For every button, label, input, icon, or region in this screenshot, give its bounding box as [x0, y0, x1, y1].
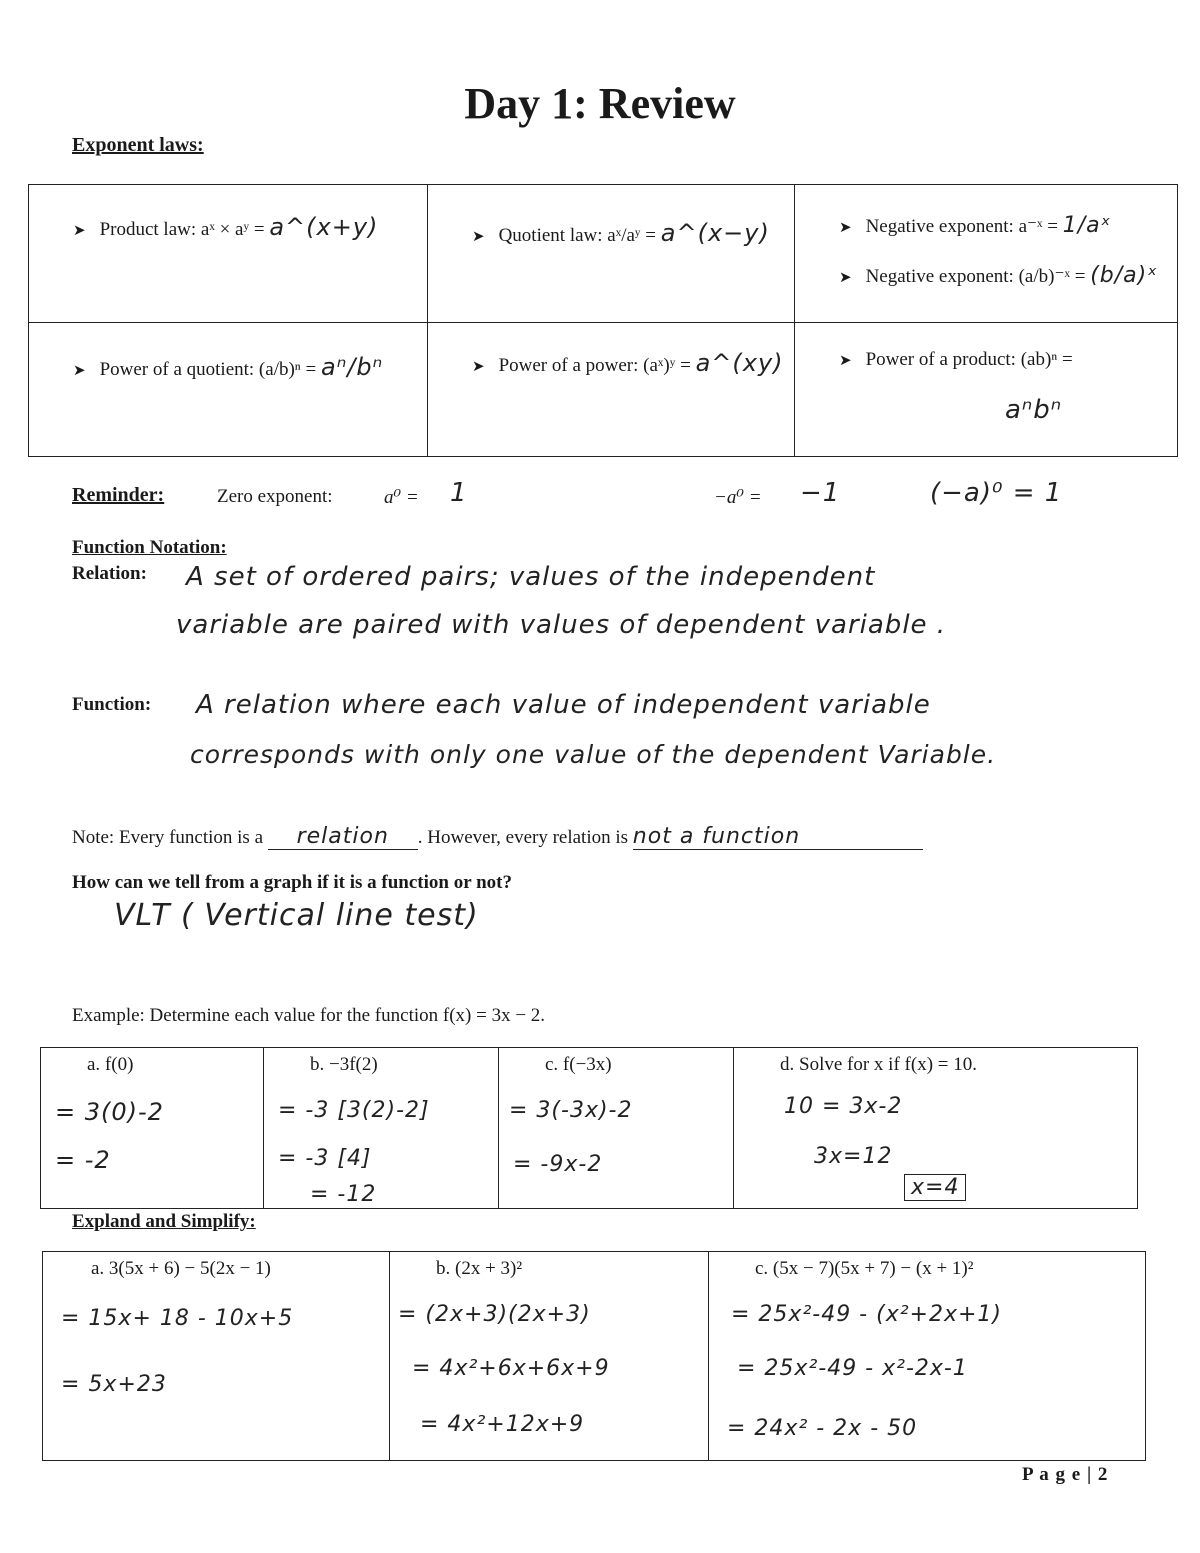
- power-product-answer: aⁿbⁿ: [1005, 395, 1063, 425]
- note-line: [72, 824, 923, 850]
- expand-b-line1: = (2x+3)(2x+3): [398, 1302, 591, 1327]
- power-power-cell: [428, 323, 795, 457]
- example-d-header: d. Solve for x if f(x) = 10.: [780, 1054, 977, 1075]
- function-label: Function:: [72, 694, 152, 715]
- expand-table: [42, 1251, 1146, 1461]
- negative-exponent-answer-1: 1/aˣ: [1062, 213, 1112, 238]
- power-quotient-label: Power of a quotient: (a/b)ⁿ =: [99, 359, 317, 380]
- exponent-laws-heading: Exponent laws:: [72, 134, 204, 156]
- example-b-header: b. −3f(2): [310, 1054, 378, 1075]
- negative-exponent-answer-2: (b/a)ˣ: [1090, 263, 1158, 288]
- product-law-cell: [29, 185, 428, 323]
- power-quotient-answer: aⁿ/bⁿ: [321, 353, 384, 381]
- example-b-line1: = -3 [3(2)-2]: [278, 1098, 430, 1123]
- example-cell-d: [734, 1048, 1138, 1209]
- graph-question-answer: VLT ( Vertical line test): [114, 898, 479, 933]
- example-b-line2: = -3 [4]: [278, 1146, 372, 1171]
- example-c-line1: = 3(-3x)-2: [509, 1098, 633, 1123]
- power-product-label: Power of a product: (ab)ⁿ =: [865, 349, 1073, 370]
- negative-exponent-label-1: Negative exponent: a⁻ˣ =: [865, 216, 1058, 237]
- relation-label: Relation:: [72, 563, 147, 584]
- negative-exponent-cell: [795, 185, 1178, 323]
- note-blank-relation: relation: [268, 824, 418, 850]
- note-text-2: . However, every relation is: [417, 827, 629, 848]
- arrow-bullet-icon: ➤: [839, 353, 852, 369]
- example-a-line2: = -2: [55, 1146, 111, 1174]
- note-text-1: Note: Every function is a: [72, 827, 264, 848]
- example-c-line2: = -9x-2: [513, 1152, 603, 1177]
- paren-zero-note: (−a)⁰ = 1: [930, 478, 1063, 508]
- negative-zero-expr: −a⁰ =: [714, 487, 762, 508]
- example-c-header: c. f(−3x): [545, 1054, 612, 1075]
- arrow-bullet-icon: ➤: [73, 363, 86, 379]
- function-notation-heading: Function Notation:: [72, 537, 227, 558]
- example-b-line3: = -12: [310, 1182, 377, 1207]
- zero-exponent-answer: 1: [450, 478, 468, 508]
- quotient-law-cell: [428, 185, 795, 323]
- expand-b-line2: = 4x²+6x+6x+9: [412, 1356, 610, 1381]
- negative-exponent-label-2: Negative exponent: (a/b)⁻ˣ =: [865, 266, 1086, 287]
- relation-definition-line1: A set of ordered pairs; values of the independent: [186, 562, 876, 592]
- reminder-label: Reminder:: [72, 484, 165, 506]
- quotient-law-label: Quotient law: aˣ/aʸ =: [498, 225, 657, 246]
- power-product-cell: [795, 323, 1178, 457]
- power-power-answer: a^(xy): [695, 349, 784, 377]
- relation-definition-line2: variable are paired with values of dependent variable .: [176, 610, 947, 640]
- expand-c-header: c. (5x − 7)(5x + 7) − (x + 1)²: [755, 1258, 974, 1279]
- arrow-bullet-icon: ➤: [472, 359, 485, 375]
- example-d-answer-box: x=4: [904, 1174, 966, 1201]
- expand-a-line2: = 5x+23: [61, 1372, 167, 1397]
- arrow-bullet-icon: ➤: [839, 220, 852, 236]
- expand-cell-a: [43, 1252, 390, 1461]
- function-definition-line1: A relation where each value of independent variable: [196, 690, 931, 720]
- example-cell-c: [499, 1048, 734, 1209]
- example-cell-a: [41, 1048, 264, 1209]
- product-law-label: Product law: aˣ × aʸ =: [99, 219, 265, 240]
- example-table: [40, 1047, 1138, 1209]
- expand-cell-c: [709, 1252, 1146, 1461]
- power-power-label: Power of a power: (aˣ)ʸ =: [498, 355, 691, 376]
- expand-b-line3: = 4x²+12x+9: [420, 1412, 585, 1437]
- expand-cell-b: [390, 1252, 709, 1461]
- expand-c-line1: = 25x²-49 - (x²+2x+1): [731, 1302, 1003, 1327]
- page-number: P a g e | 2: [1022, 1464, 1109, 1485]
- expand-c-line3: = 24x² - 2x - 50: [727, 1416, 918, 1441]
- example-a-line1: = 3(0)-2: [55, 1098, 164, 1126]
- zero-exponent-expr: a⁰ =: [384, 487, 419, 508]
- expand-c-line2: = 25x²-49 - x²-2x-1: [737, 1356, 968, 1381]
- page-title: Day 1: Review: [464, 79, 736, 128]
- function-definition-line2: corresponds with only one value of the dependent Variable.: [190, 740, 997, 769]
- negative-zero-answer: −1: [800, 478, 841, 508]
- arrow-bullet-icon: ➤: [472, 229, 485, 245]
- arrow-bullet-icon: ➤: [839, 270, 852, 286]
- arrow-bullet-icon: ➤: [73, 223, 86, 239]
- example-prompt: Example: Determine each value for the function f(x) = 3x − 2.: [72, 1005, 546, 1026]
- expand-a-header: a. 3(5x + 6) − 5(2x − 1): [91, 1258, 271, 1279]
- note-blank-not-function: not a function: [633, 824, 923, 850]
- product-law-answer: a^(x+y): [269, 213, 379, 241]
- quotient-law-answer: a^(x−y): [660, 219, 770, 247]
- expand-b-header: b. (2x + 3)²: [436, 1258, 523, 1279]
- reminder-row: [72, 478, 1172, 524]
- expand-a-line1: = 15x+ 18 - 10x+5: [61, 1306, 294, 1331]
- graph-question: How can we tell from a graph if it is a function or not?: [72, 872, 512, 893]
- exponent-laws-table: [28, 184, 1178, 457]
- example-a-header: a. f(0): [87, 1054, 134, 1075]
- power-quotient-cell: [29, 323, 428, 457]
- example-d-line1: 10 = 3x-2: [784, 1094, 903, 1119]
- zero-exponent-label: Zero exponent:: [217, 486, 333, 507]
- example-cell-b: [264, 1048, 499, 1209]
- expand-heading: Expland and Simplify:: [72, 1211, 256, 1232]
- example-d-line2: 3x=12: [814, 1144, 893, 1169]
